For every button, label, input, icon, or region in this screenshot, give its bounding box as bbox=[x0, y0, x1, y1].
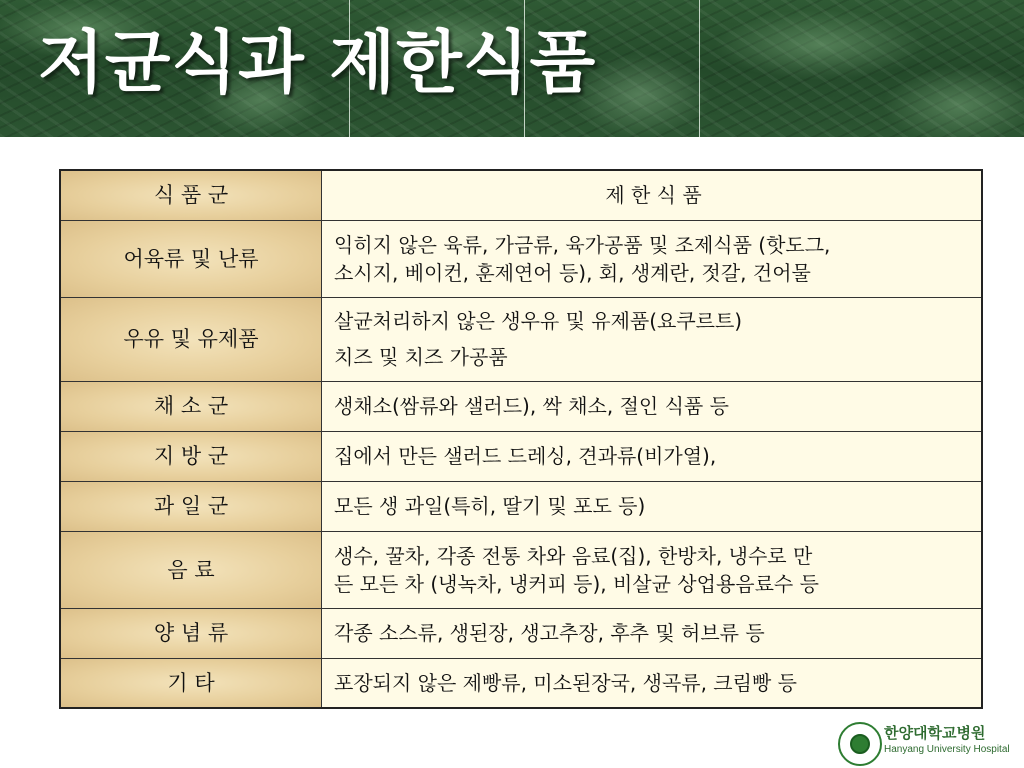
restricted-foods-cell bbox=[322, 658, 983, 708]
restricted-foods-line: 익히지 않은 육류, 가금류, 육가공품 및 조제식품 (핫도그, bbox=[334, 232, 831, 257]
title-banner bbox=[0, 0, 1024, 137]
table-body bbox=[60, 170, 982, 708]
food-group-cell: 음 료 bbox=[60, 531, 322, 608]
restricted-food-table bbox=[59, 169, 983, 709]
table-row bbox=[60, 608, 982, 658]
table-row bbox=[60, 481, 982, 531]
restricted-foods-cell bbox=[322, 608, 983, 658]
table-row bbox=[60, 220, 982, 297]
restricted-foods-cell bbox=[322, 297, 983, 381]
restricted-foods-line: 소시지, 베이컨, 훈제연어 등), 회, 생계란, 젓갈, 건어물 bbox=[334, 260, 811, 285]
table-row bbox=[60, 531, 982, 608]
hospital-name-english: Hanyang University Hospital bbox=[884, 744, 1010, 755]
food-group-cell: 지 방 군 bbox=[60, 431, 322, 481]
restricted-food-table-container bbox=[59, 169, 983, 709]
table-row bbox=[60, 431, 982, 481]
restricted-foods-line: 포장되지 않은 제빵류, 미소된장국, 생곡류, 크림빵 등 bbox=[334, 670, 797, 695]
restricted-foods-line: 살균처리하지 않은 생우유 및 유제품(요쿠르트) bbox=[334, 309, 743, 333]
hospital-logo bbox=[838, 722, 1018, 766]
food-group-cell: 기 타 bbox=[60, 658, 322, 708]
slide-title: 저균식과 제한식품 bbox=[38, 24, 597, 103]
restricted-foods-line: 생수, 꿀차, 각종 전통 차와 음료(집), 한방차, 냉수로 만 bbox=[334, 543, 813, 568]
food-group-cell: 과 일 군 bbox=[60, 481, 322, 531]
restricted-foods-line: 집에서 만든 샐러드 드레싱, 견과류(비가열), bbox=[334, 444, 717, 468]
food-group-cell: 어육류 및 난류 bbox=[60, 220, 322, 297]
hospital-emblem-icon bbox=[838, 722, 882, 766]
restricted-foods-cell bbox=[322, 431, 983, 481]
table-row bbox=[60, 297, 982, 381]
food-group-cell: 양 념 류 bbox=[60, 608, 322, 658]
restricted-foods-line: 각종 소스류, 생된장, 생고추장, 후추 및 허브류 등 bbox=[334, 621, 765, 645]
restricted-foods-line: 든 모든 차 (냉녹차, 냉커피 등), 비살균 상업용음료수 등 bbox=[334, 571, 819, 596]
restricted-foods-cell bbox=[322, 220, 983, 297]
restricted-foods-line: 치즈 및 치즈 가공품 bbox=[334, 345, 508, 369]
food-group-cell: 채 소 군 bbox=[60, 381, 322, 431]
restricted-foods-line: 생채소(쌈류와 샐러드), 싹 채소, 절인 식품 등 bbox=[334, 394, 729, 418]
hospital-name-korean: 한양대학교병원 bbox=[884, 724, 986, 742]
restricted-foods-cell bbox=[322, 531, 983, 608]
table-row bbox=[60, 381, 982, 431]
header-food-group: 식 품 군 bbox=[60, 170, 322, 220]
restricted-foods-line: 모든 생 과일(특히, 딸기 및 포도 등) bbox=[334, 494, 646, 518]
table-header-row bbox=[60, 170, 982, 220]
table-row bbox=[60, 658, 982, 708]
restricted-foods-cell bbox=[322, 381, 983, 431]
header-restricted-foods: 제 한 식 품 bbox=[322, 170, 983, 220]
restricted-foods-cell bbox=[322, 481, 983, 531]
food-group-cell: 우유 및 유제품 bbox=[60, 297, 322, 381]
banner-divider bbox=[699, 0, 700, 137]
